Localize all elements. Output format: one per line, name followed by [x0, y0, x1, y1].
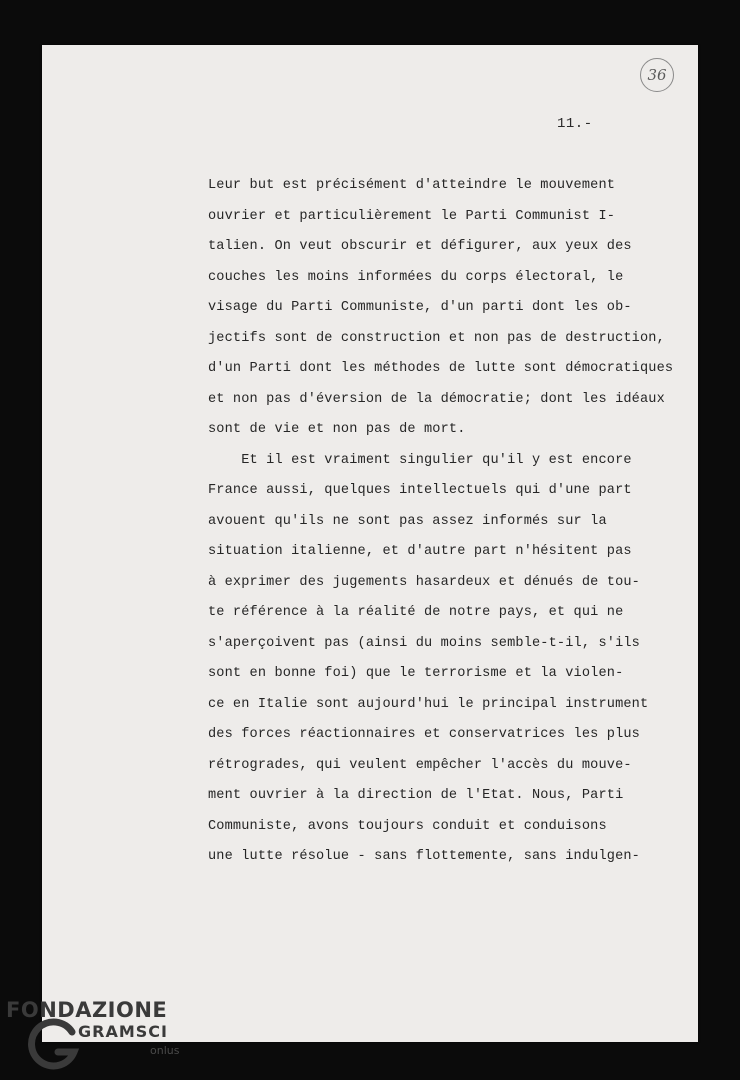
text-line: jectifs sont de construction et non pas de destruction, [208, 330, 665, 346]
archive-number-stamp: 36 [640, 58, 674, 92]
text-line: Leur but est précisément d'atteindre le mouvement [208, 178, 616, 193]
gramsci-g-icon [28, 1018, 82, 1072]
text-line: talien. On veut obscurir et défigurer, aux yeux des [208, 239, 632, 254]
text-line: ce en Italie sont aujourd'hui le principal instrument [208, 696, 649, 712]
text-line: ouvrier et particulièrement le Parti Communist I- [208, 208, 616, 224]
page-number: 11.- [557, 116, 593, 132]
text-line: d'un Parti dont les méthodes de lutte sont démocratiques [208, 361, 674, 376]
text-line: des forces réactionnaires et conservatrices les plus [208, 727, 640, 742]
text-line: Communiste, avons toujours conduit et conduisons [208, 818, 607, 834]
text-line: une lutte résolue - sans flottemente, sans indulgen- [208, 849, 640, 864]
text-line: s'aperçoivent pas (ainsi du moins semble-t-il, s'ils [208, 635, 640, 651]
logo-line2: GRAMSCI [78, 1022, 168, 1041]
logo-line1: FONDAZIONE [6, 998, 168, 1022]
text-line: situation italienne, et d'autre part n'hésitent pas [208, 544, 632, 559]
text-line: avouent qu'ils ne sont pas assez informés sur la [208, 513, 607, 529]
text-line: et non pas d'éversion de la démocratie; dont les idéaux [208, 391, 665, 407]
text-line: sont en bonne foi) que le terrorisme et la violen- [208, 666, 624, 681]
text-line: France aussi, quelques intellectuels qui d'une part [208, 483, 632, 498]
text-line: rétrogrades, qui veulent empêcher l'accès du mouve- [208, 757, 632, 773]
text-line: couches les moins informées du corps électoral, le [208, 269, 624, 285]
text-line: ment ouvrier à la direction de l'Etat. Nous, Parti [208, 788, 624, 803]
text-line: visage du Parti Communiste, d'un parti dont les ob- [208, 300, 632, 315]
fondazione-gramsci-logo [6, 998, 196, 1078]
text-line: à exprimer des jugements hasardeux et dénués de tou- [208, 574, 640, 590]
logo-sub: onlus [150, 1044, 180, 1057]
text-line: te référence à la réalité de notre pays, et qui ne [208, 605, 624, 620]
text-line: sont de vie et non pas de mort. [208, 422, 466, 437]
text-line: Et il est vraiment singulier qu'il y est encore [208, 452, 632, 468]
